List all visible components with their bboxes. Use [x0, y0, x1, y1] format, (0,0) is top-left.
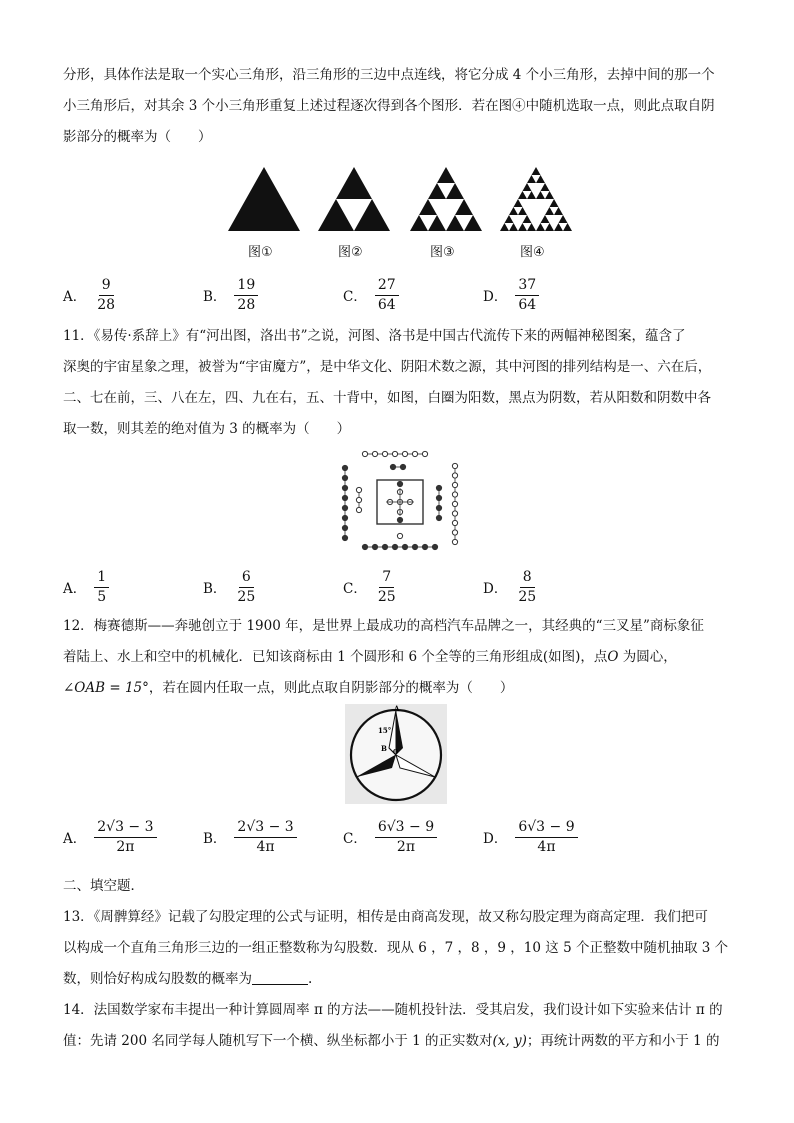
- option-letter: B．: [203, 831, 227, 847]
- option-fraction: [94, 277, 118, 314]
- hetu-svg: [335, 448, 465, 556]
- q11-option-b[interactable]: [203, 565, 258, 609]
- q13-line-3-end: .: [308, 971, 313, 987]
- option-fraction: [375, 819, 437, 856]
- label-b: B: [381, 744, 387, 753]
- q12-line-3-text: ，若在圆内任取一点，则此点取自阴影部分的概率为（ ）: [148, 680, 514, 696]
- option-letter: A．: [63, 581, 87, 597]
- q14-line-2-tail: ；再统计两数的平方和小于 1 的: [526, 1033, 720, 1049]
- numerator: 19: [234, 277, 258, 296]
- numerator: 1: [94, 569, 109, 588]
- q11-line-3: 二、七在前，三、八在左，四、九在右，五、十背中，如图，白圈为阳数，黑点为阴数，若从阳数和阴数中各: [63, 390, 711, 406]
- q12-text: [63, 611, 735, 704]
- q10-line-2: 小三角形后，对其余 3 个小三角形重复上述过程逐次得到各个图形．若在图④中随机选取一点，则此点取自阴: [63, 98, 715, 114]
- sierpinski-svg: [220, 165, 580, 235]
- fill-in-section: [63, 871, 735, 1057]
- section-heading: 二、填空题．: [63, 878, 144, 894]
- option-fraction: [94, 819, 156, 856]
- answer-blank[interactable]: [252, 970, 308, 985]
- numerator: 9: [99, 277, 114, 296]
- option-fraction: [234, 277, 258, 314]
- q12-options: [63, 815, 735, 859]
- q12-option-b[interactable]: [203, 815, 297, 859]
- q11-option-a[interactable]: [63, 565, 109, 609]
- q10-line-1: 分形，具体作法是取一个实心三角形，沿三角形的三边中点连线，将它分成 4 个小三角形，去掉中间的那一个: [63, 67, 715, 83]
- denominator: 28: [237, 296, 256, 313]
- q13-line-1: 13．《周髀算经》记载了勾股定理的公式与证明，相传是由商高发现，故又称勾股定理为商高定理．我们把可: [63, 909, 708, 925]
- numerator: 6: [239, 569, 254, 588]
- q10-line-3: 影部分的概率为（ ）: [63, 129, 212, 145]
- q11-option-d[interactable]: [483, 565, 539, 609]
- q10-option-b[interactable]: [203, 273, 258, 317]
- q14-line-1: 14．法国数学家布丰提出一种计算圆周率 π 的方法——随机投针法．受其启发，我们设计如下实验来估计 π 的: [63, 1002, 723, 1018]
- q12-line-2-text: 着陆上、水上和空中的机械化．已知该商标由 1 个圆形和 6 个全等的三角形组成(如图)，点: [63, 649, 608, 665]
- caption-fig-1: 图①: [248, 245, 273, 260]
- option-letter: D．: [483, 581, 508, 597]
- mercedes-logo-figure: [345, 704, 447, 804]
- denominator: 28: [97, 296, 116, 313]
- option-letter: B．: [203, 581, 227, 597]
- numerator: 37: [515, 277, 539, 296]
- q10-options: [63, 273, 735, 317]
- hetu-diagram: [335, 448, 465, 556]
- q10-option-a[interactable]: [63, 273, 118, 317]
- option-letter: D．: [483, 289, 508, 305]
- q12-line-2-tail: 为圆心，: [618, 649, 677, 665]
- q11-options: [63, 565, 735, 609]
- label-angle: 15°: [378, 726, 392, 735]
- q12-option-c[interactable]: [343, 815, 437, 859]
- option-fraction: [515, 819, 577, 856]
- option-letter: C．: [343, 289, 367, 305]
- option-letter: A．: [63, 831, 87, 847]
- numerator: 2√3 − 3: [94, 819, 156, 838]
- q13-line-3-text: 数，则恰好构成勾股数的概率为: [63, 971, 252, 987]
- mercedes-logo-svg: [345, 704, 447, 804]
- numerator: 27: [375, 277, 399, 296]
- denominator: 2π: [396, 838, 416, 855]
- option-letter: C．: [343, 581, 367, 597]
- denominator: 4π: [537, 838, 556, 855]
- numerator: 7: [379, 569, 394, 588]
- option-fraction: [94, 569, 109, 606]
- point-o-label: O: [607, 649, 619, 665]
- option-fraction: [515, 569, 539, 606]
- label-o: O: [393, 749, 399, 756]
- q14-line-2: [63, 1026, 735, 1057]
- option-fraction: [375, 277, 399, 314]
- coordinate-pair: (x, y): [492, 1033, 527, 1049]
- denominator: 64: [377, 296, 396, 313]
- q11-line-1: 11．《易传·系辞上》有“河出图，洛出书”之说，河图、洛书是中国古代流传下来的两幅神秘图案，蕴含了: [63, 328, 686, 344]
- denominator: 4π: [256, 838, 275, 855]
- q11-line-2: 深奥的宇宙星象之理，被誉为“宇宙魔方”，是中华文化、阴阳术数之源，其中河图的排列结构是一、六在后，: [63, 359, 712, 375]
- caption-fig-3: 图③: [430, 245, 455, 260]
- option-fraction: [375, 569, 399, 606]
- numerator: 2√3 − 3: [234, 819, 296, 838]
- numerator: 6√3 − 9: [515, 819, 577, 838]
- denominator: 25: [237, 588, 256, 605]
- option-letter: B．: [203, 289, 227, 305]
- denominator: 64: [518, 296, 537, 313]
- option-fraction: [234, 569, 258, 606]
- caption-fig-4: 图④: [520, 245, 545, 260]
- numerator: 6√3 − 9: [375, 819, 437, 838]
- option-fraction: [234, 819, 296, 856]
- q12-option-d[interactable]: [483, 815, 578, 859]
- q11-line-4: 取一数，则其差的绝对值为 3 的概率为（ ）: [63, 421, 351, 437]
- sierpinski-figures: [220, 165, 580, 265]
- numerator: 8: [520, 569, 535, 588]
- q14-line-2-text: 值：先请 200 名同学每人随机写下一个横、纵坐标都小于 1 的正实数对: [63, 1033, 493, 1049]
- q10-option-d[interactable]: [483, 273, 539, 317]
- q12-line-2: [63, 642, 735, 673]
- caption-fig-2: 图②: [338, 245, 363, 260]
- q10-option-c[interactable]: [343, 273, 399, 317]
- q13-line-3: [63, 964, 735, 995]
- option-letter: D．: [483, 831, 508, 847]
- q12-line-3: [63, 673, 735, 704]
- q11-text: [63, 321, 735, 445]
- label-a: A: [394, 704, 400, 713]
- denominator: 25: [377, 588, 396, 605]
- option-fraction: [515, 277, 539, 314]
- denominator: 25: [518, 588, 537, 605]
- q12-line-1: 12．梅赛德斯——奔驰创立于 1900 年，是世界上最成功的高档汽车品牌之一，其经典的“三叉星”商标象征: [63, 618, 704, 634]
- q11-option-c[interactable]: [343, 565, 399, 609]
- option-letter: A．: [63, 289, 87, 305]
- q10-text: [63, 60, 735, 153]
- denominator: 2π: [116, 838, 135, 855]
- q12-option-a[interactable]: [63, 815, 157, 859]
- angle-expression: ∠OAB = 15°: [63, 680, 149, 696]
- denominator: 5: [97, 588, 107, 605]
- q13-line-2: 以构成一个直角三角形三边的一组正整数称为勾股数．现从 6 ，7 ，8 ，9 ，10 这 5 个正整数中随机抽取 3 个: [63, 940, 729, 956]
- option-letter: C．: [343, 831, 367, 847]
